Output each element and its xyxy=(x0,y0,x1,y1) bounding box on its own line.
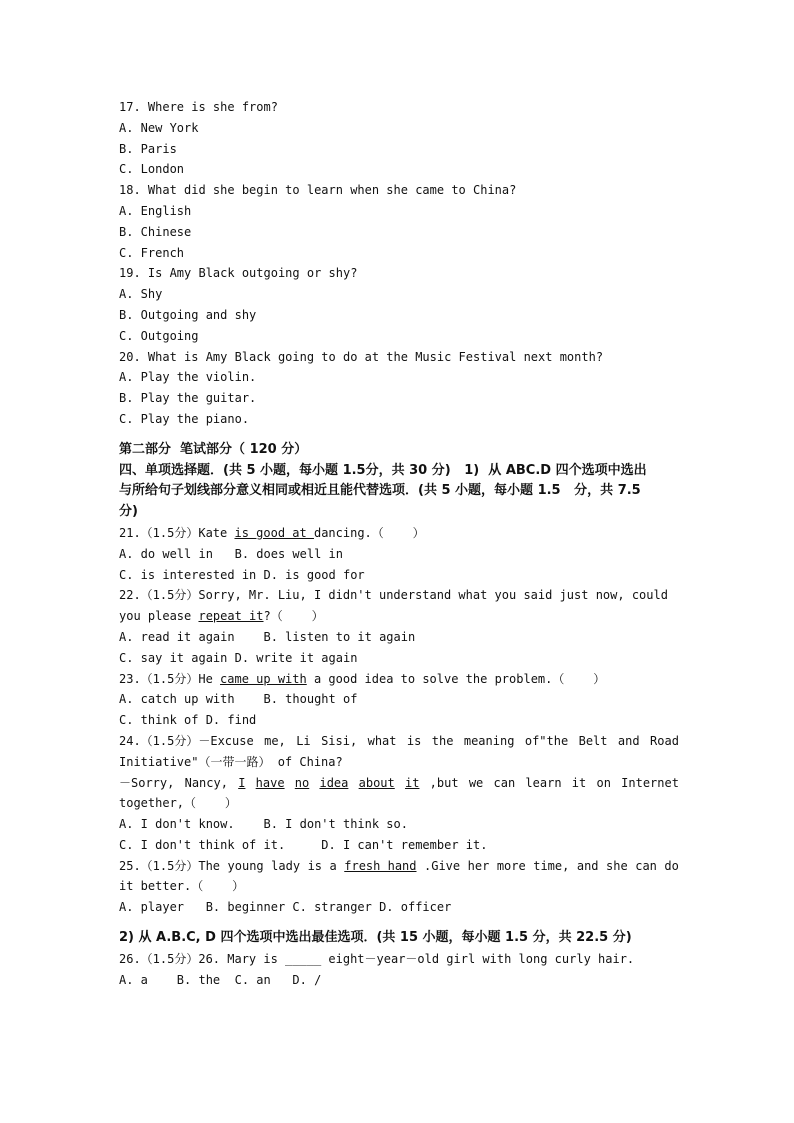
question-text: 22.（1.5分）Sorry, Mr. Liu, I didn't understand what you said just now, could xyxy=(119,588,668,603)
underlined-word: idea xyxy=(319,775,349,790)
part2 xyxy=(119,928,679,990)
option: B. Chinese xyxy=(119,224,192,239)
underlined-word: I xyxy=(238,775,246,790)
underlined-word: about xyxy=(358,775,395,790)
question-text: 20. What is Amy Black going to do at the Music Festival next month? xyxy=(119,349,604,364)
option: C. Outgoing xyxy=(119,328,199,343)
question-23 xyxy=(119,669,679,731)
options: A. a B. the C. an D. / xyxy=(119,972,322,987)
instructions-line-2: 与所给句子划线部分意义相同或相近且能代替选项．(共 5 小题，每小题 1.5 分，共 7.5 xyxy=(119,483,641,499)
question-text: Initiative"（一带一路） of China? xyxy=(119,754,343,769)
underlined-word: no xyxy=(294,775,310,790)
question-21 xyxy=(119,523,679,585)
question-25 xyxy=(119,856,679,918)
option: A. English xyxy=(119,203,192,218)
question-text: you please repeat it?（ ） xyxy=(119,609,324,624)
exam-page xyxy=(119,97,679,990)
question-24 xyxy=(119,731,679,856)
question-text: 24.（1.5分）－Excuse me, Li Sisi, what is the meaning of"the Belt and Road xyxy=(119,733,679,748)
options: A. I don't know. B. I don't think so. xyxy=(119,817,408,832)
listening-q19 xyxy=(119,263,679,346)
listening-q20 xyxy=(119,347,679,430)
underlined-word: it xyxy=(404,775,420,790)
instructions-line-1: 四、单项选择题．(共 5 小题，每小题 1.5分，共 30 分) 1) 从 ABC.D 四个选项中选出 xyxy=(119,462,647,478)
option: B. Play the guitar. xyxy=(119,391,257,406)
question-text: －Sorry, Nancy, I have no idea about it ,but we can learn it on Internet xyxy=(119,773,679,794)
question-22 xyxy=(119,585,679,668)
options: A. catch up with B. thought of xyxy=(119,692,358,707)
underlined-phrase: is good at xyxy=(234,525,314,540)
question-text: 17. Where is she from? xyxy=(119,100,278,114)
option: C. London xyxy=(119,162,185,177)
option: C. Play the piano. xyxy=(119,411,250,426)
option: A. Shy xyxy=(119,287,163,302)
option: A. Play the violin. xyxy=(119,370,257,385)
underlined-word: have xyxy=(255,775,285,790)
question-26: 26.（1.5分）26. Mary is _____ eight－year－old girl with long curly hair. xyxy=(119,951,635,966)
part2-heading: 2) 从 A.B.C, D 四个选项中选出最佳选项．(共 15 小题，每小题 1.5 分，共 22.5 分) xyxy=(119,930,632,946)
section2-header xyxy=(119,440,679,523)
options: C. think of D. find xyxy=(119,713,257,728)
question-text: together,（ ） xyxy=(119,796,237,811)
options: C. say it again D. write it again xyxy=(119,650,358,665)
question-text: it better.（ ） xyxy=(119,879,245,894)
instructions-line-3: 分) xyxy=(119,504,138,520)
question-text: 25.（1.5分）The young lady is a fresh hand .Give her more time, and she can do xyxy=(119,856,679,877)
options: A. do well in B. does well in xyxy=(119,546,343,561)
options: A. player B. beginner C. stranger D. officer xyxy=(119,900,452,915)
listening-q18 xyxy=(119,180,679,263)
option: B. Outgoing and shy xyxy=(119,307,257,322)
listening-q17 xyxy=(119,97,679,180)
section-title: 第二部分 笔试部分（ 120 分） xyxy=(119,441,308,457)
option: A. New York xyxy=(119,120,199,135)
options: C. is interested in D. is good for xyxy=(119,567,365,582)
option: C. French xyxy=(119,245,185,260)
question-text: 23.（1.5分）He came up with a good idea to solve the problem.（ ） xyxy=(119,671,606,686)
question-text: 18. What did she begin to learn when she came to China? xyxy=(119,183,517,198)
underlined-phrase: came up with xyxy=(220,671,307,686)
options: C. I don't think of it. D. I can't remember it. xyxy=(119,837,488,852)
option: B. Paris xyxy=(119,141,177,156)
question-text: 19. Is Amy Black outgoing or shy? xyxy=(119,266,358,281)
underlined-phrase: repeat it xyxy=(198,609,264,624)
underlined-phrase: fresh hand xyxy=(344,858,417,873)
question-text: 21.（1.5分）Kate is good at dancing.（ ） xyxy=(119,525,425,540)
options: A. read it again B. listen to it again xyxy=(119,629,416,644)
